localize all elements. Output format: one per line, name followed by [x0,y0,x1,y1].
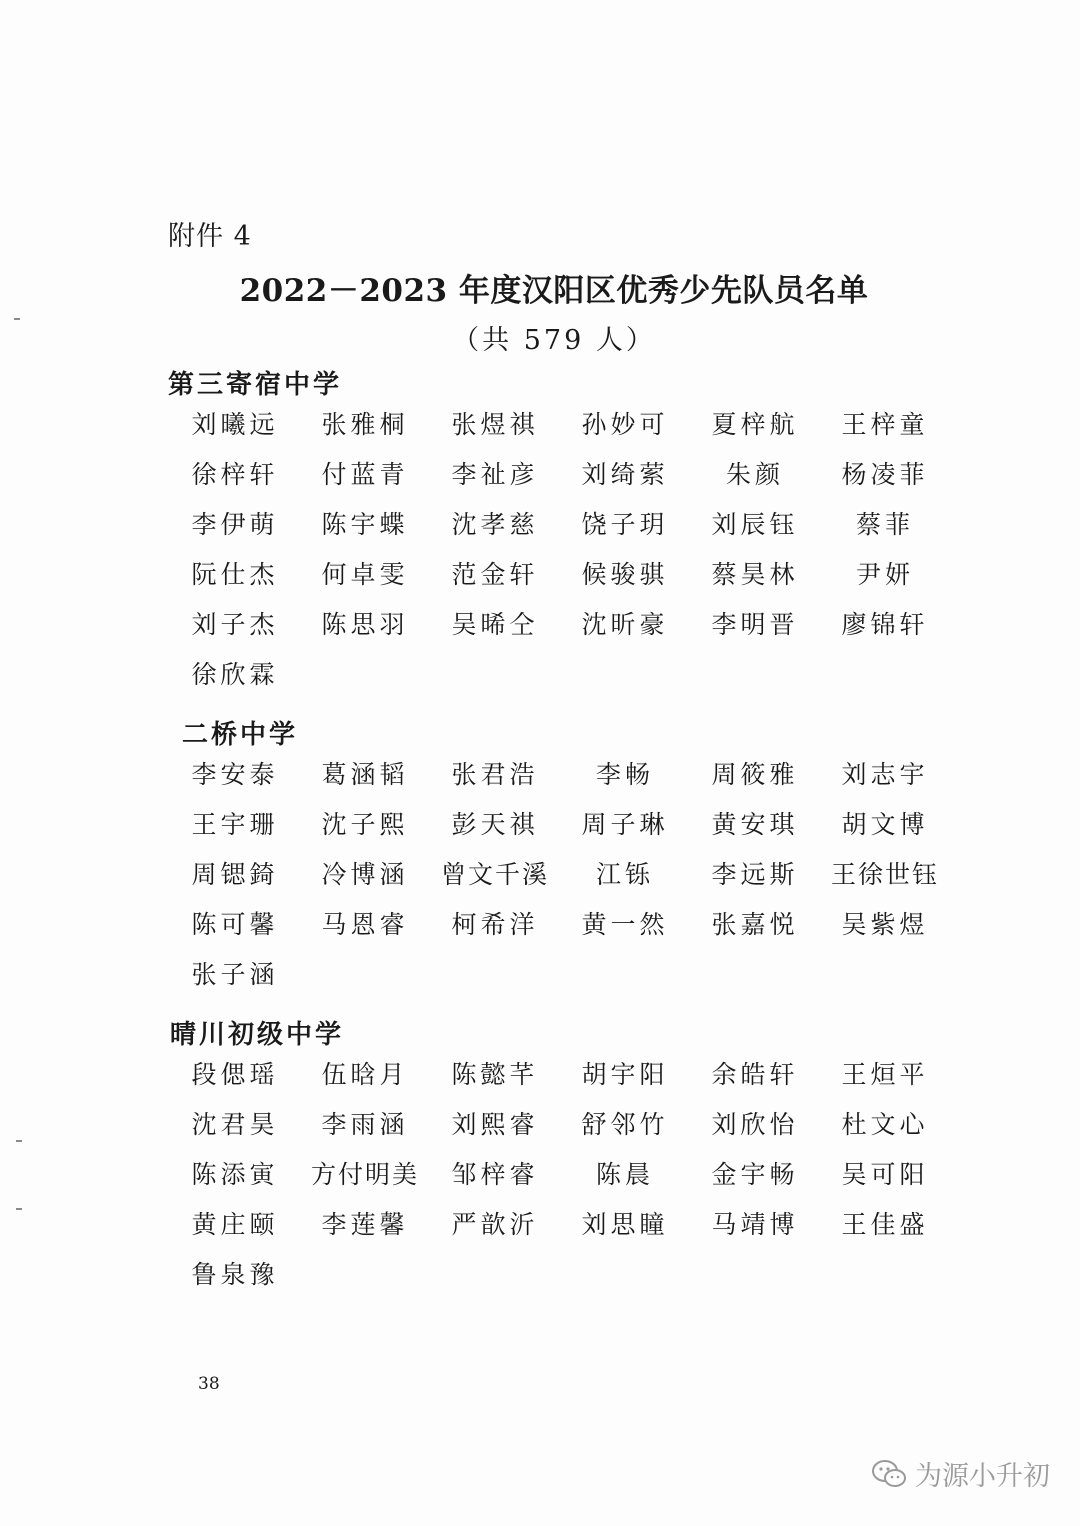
student-name: 鲁泉豫 [191,1260,279,1289]
student-name-list [170,400,970,700]
student-name: 马恩睿 [321,910,409,939]
student-name: 黄安琪 [711,810,799,839]
student-name: 陈懿芊 [451,1060,539,1089]
document-title: 2022－2023 年度汉阳区优秀少先队员名单 [239,273,869,309]
school-heading: 第三寄宿中学 [168,370,343,400]
annex-label: 附件 4 [168,221,252,252]
student-name: 余皓轩 [711,1060,799,1089]
student-name: 葛涵韬 [321,760,409,789]
student-name: 刘辰钰 [711,510,799,539]
student-name: 徐梓轩 [191,460,279,489]
student-name: 张煜祺 [451,410,539,439]
student-name: 胡宇阳 [581,1060,669,1089]
watermark [871,1454,1050,1493]
student-name: 李明晋 [711,610,799,639]
student-name: 沈孝慈 [451,510,539,539]
student-name: 吴晞仝 [451,610,539,639]
student-name: 李畅 [595,760,654,789]
student-name: 李祉彦 [451,460,539,489]
student-name: 刘子杰 [191,610,279,639]
student-name: 蔡昊林 [711,560,799,589]
student-name: 陈思羽 [321,610,409,639]
student-name: 彭天祺 [451,810,539,839]
student-name-list [170,1050,970,1300]
student-name: 候骏骐 [581,560,669,589]
student-name: 冷博涵 [321,860,409,889]
student-name: 吴紫煜 [841,910,929,939]
student-name: 方付明美 [310,1160,419,1189]
student-name: 吴可阳 [841,1160,929,1189]
student-name: 曾文千溪 [440,860,549,889]
student-name: 刘欣怡 [711,1110,799,1139]
student-name: 张君浩 [451,760,539,789]
student-name: 柯希洋 [451,910,539,939]
student-name: 李雨涵 [321,1110,409,1139]
student-name: 杨凌菲 [841,460,929,489]
student-name: 杜文心 [841,1110,929,1139]
student-name: 陈晨 [595,1160,654,1189]
student-name: 刘曦远 [191,410,279,439]
student-name: 伍晗月 [321,1060,409,1089]
school-heading: 二桥中学 [182,720,299,750]
student-name: 胡文博 [841,810,929,839]
scan-speck [16,1208,22,1210]
student-name: 王徐世钰 [830,860,939,889]
student-name: 马靖博 [711,1210,799,1239]
student-name: 邹梓睿 [451,1160,539,1189]
student-name: 尹妍 [855,560,914,589]
student-name: 舒邻竹 [581,1110,669,1139]
student-name: 段偲瑶 [191,1060,279,1089]
student-name-list [170,750,970,1000]
student-name: 李莲馨 [321,1210,409,1239]
student-name: 孙妙可 [581,410,669,439]
student-name: 廖锦轩 [841,610,929,639]
student-name: 陈添寅 [191,1160,279,1189]
student-name: 金宇畅 [711,1160,799,1189]
student-name: 张雅桐 [321,410,409,439]
student-name: 刘思瞳 [581,1210,669,1239]
wechat-icon [871,1459,907,1489]
scan-speck [16,1140,22,1142]
student-name: 范金轩 [451,560,539,589]
student-name: 刘志宇 [841,760,929,789]
student-name: 阮仕杰 [191,560,279,589]
student-name: 黄庄颐 [191,1210,279,1239]
student-name: 黄一然 [581,910,669,939]
student-name: 王梓童 [841,410,929,439]
document-subtitle: （共 579 人） [452,325,656,356]
student-name: 周筱雅 [711,760,799,789]
student-name: 刘绮萦 [581,460,669,489]
student-name: 刘熙睿 [451,1110,539,1139]
student-name: 张子涵 [191,960,279,989]
student-name: 周锶錡 [191,860,279,889]
student-name: 蔡菲 [855,510,914,539]
student-name: 夏梓航 [711,410,799,439]
watermark-text: 为源小升初 [915,1461,1050,1492]
student-name: 严歆沂 [451,1210,539,1239]
student-name: 李伊萌 [191,510,279,539]
student-name: 徐欣霖 [191,660,279,689]
student-name: 王佳盛 [841,1210,929,1239]
student-name: 沈君昊 [191,1110,279,1139]
student-name: 王烜平 [841,1060,929,1089]
student-name: 付蓝青 [321,460,409,489]
student-name: 江铄 [595,860,654,889]
student-name: 王宇珊 [191,810,279,839]
student-name: 朱颜 [725,460,784,489]
student-name: 何卓雯 [321,560,409,589]
student-name: 周子琳 [581,810,669,839]
page-number: 38 [198,1374,220,1394]
student-name: 陈可馨 [191,910,279,939]
student-name: 陈宇蝶 [321,510,409,539]
student-name: 李安泰 [191,760,279,789]
school-heading: 晴川初级中学 [170,1020,345,1050]
student-name: 沈子熙 [321,810,409,839]
student-name: 张嘉悦 [711,910,799,939]
student-name: 沈昕豪 [581,610,669,639]
student-name: 饶子玥 [581,510,669,539]
student-name: 李远斯 [711,860,799,889]
